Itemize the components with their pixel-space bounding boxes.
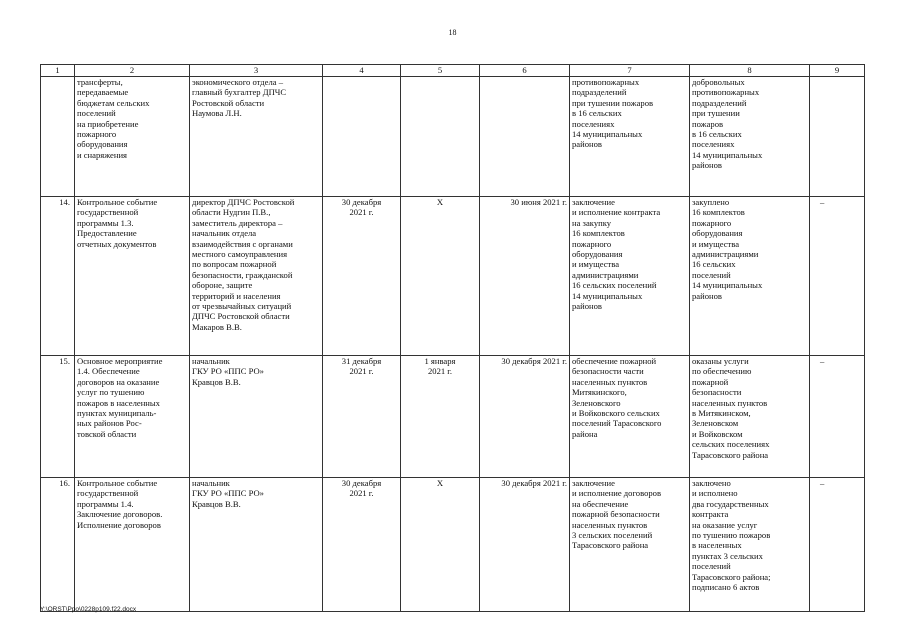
event-name: Основное мероприятие 1.4. Обеспечение договоров на оказание услуг по тушению пожаров в населенных пунктах муниципаль- ных районов Рос- товской области	[75, 356, 190, 478]
actual-end: 30 июня 2021 г.	[480, 197, 570, 356]
column-header: 5	[401, 65, 480, 77]
column-header: 8	[690, 65, 810, 77]
row-number: 14.	[41, 197, 75, 356]
actual-result: заключено и исполнено два государственных контракта на оказание услуг по тушению пожаров в населенных пунктах 3 сельских поселений Тарасовского района; подписано 6 актов	[690, 478, 810, 612]
responsible-person: начальник ГКУ РО «ППС РО» Кравцов В.В.	[190, 478, 323, 612]
actual-result: оказаны услуги по обеспечению пожарной безопасности населенных пунктов в Митякинском, Зеленовском и Войковском сельских поселениях Тарасовского района	[690, 356, 810, 478]
column-header: 3	[190, 65, 323, 77]
table-row	[41, 356, 865, 478]
actual-end: 30 декабря 2021 г.	[480, 478, 570, 612]
actual-start	[401, 77, 480, 197]
planned-date: 31 декабря 2021 г.	[323, 356, 401, 478]
actual-start: 1 января 2021 г.	[401, 356, 480, 478]
table-row	[41, 478, 865, 612]
expected-result: противопожарных подразделений при тушении пожаров в 16 сельских поселениях 14 муниципальных районов	[570, 77, 690, 197]
responsible-person: директор ДПЧС Ростовской области Нудгин П.В., заместитель директора – начальник отдела взаимодействия с органами местного самоуправления по вопросам пожарной безопасности, гражданской обороне, защите территорий и населения от чрезвычайных ситуаций ДПЧС Ростовской области Макаров В.В.	[190, 197, 323, 356]
expected-result: обеспечение пожарной безопасности части населенных пунктов Митякинского, Зеленовского и Войковского сельских поселений Тарасовского района	[570, 356, 690, 478]
event-name: трансферты, передаваемые бюджетам сельских поселений на приобретение пожарного оборудования и снаряжения	[75, 77, 190, 197]
page-number: 18	[448, 28, 457, 37]
note: –	[810, 356, 865, 478]
column-header: 9	[810, 65, 865, 77]
responsible-person: начальник ГКУ РО «ППС РО» Кравцов В.В.	[190, 356, 323, 478]
column-header: 7	[570, 65, 690, 77]
table-row	[41, 197, 865, 356]
actual-start: Х	[401, 478, 480, 612]
actual-start: Х	[401, 197, 480, 356]
actual-result: закуплено 16 комплектов пожарного оборудования и имущества администрациями 16 сельских поселений 14 муниципальных районов	[690, 197, 810, 356]
table-row	[41, 77, 865, 197]
note	[810, 77, 865, 197]
planned-date	[323, 77, 401, 197]
event-name: Контрольное событие государственной программы 1.4. Заключение договоров. Исполнение договоров	[75, 478, 190, 612]
note: –	[810, 478, 865, 612]
actual-end	[480, 77, 570, 197]
responsible-person: экономического отдела – главный бухгалтер ДПЧС Ростовской области Наумова Л.Н.	[190, 77, 323, 197]
document-file-path: Y:\ORST\Ppo\0228p109.f22.docx	[40, 606, 137, 613]
event-name: Контрольное событие государственной программы 1.3. Предоставление отчетных документов	[75, 197, 190, 356]
table-header-row	[41, 65, 865, 77]
column-header: 6	[480, 65, 570, 77]
actual-result: добровольных противопожарных подразделений при тушении пожаров в 16 сельских поселениях 14 муниципальных районов	[690, 77, 810, 197]
actual-end: 30 декабря 2021 г.	[480, 356, 570, 478]
planned-date: 30 декабря 2021 г.	[323, 197, 401, 356]
row-number: 16.	[41, 478, 75, 612]
column-header: 4	[323, 65, 401, 77]
column-header: 2	[75, 65, 190, 77]
expected-result: заключение и исполнение договоров на обеспечение пожарной безопасности населенных пунктов 3 сельских поселений Тарасовского района	[570, 478, 690, 612]
planned-date: 30 декабря 2021 г.	[323, 478, 401, 612]
expected-result: заключение и исполнение контракта на закупку 16 комплектов пожарного оборудования и имущества администрациями 16 сельских поселений 14 муниципальных районов	[570, 197, 690, 356]
report-table	[40, 64, 865, 612]
row-number	[41, 77, 75, 197]
note: –	[810, 197, 865, 356]
row-number: 15.	[41, 356, 75, 478]
column-header: 1	[41, 65, 75, 77]
